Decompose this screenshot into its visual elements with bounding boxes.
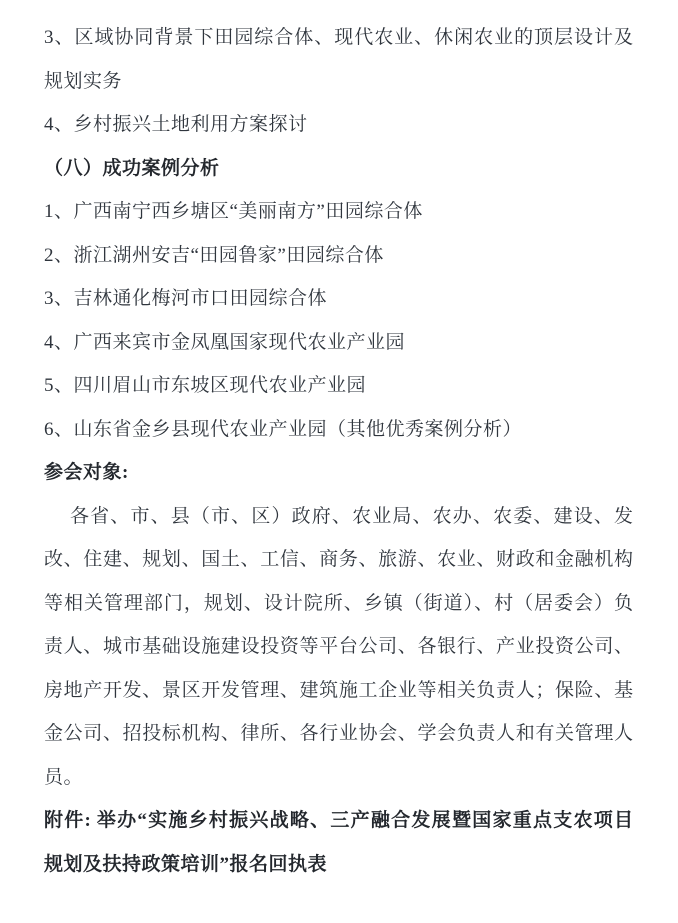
attendees-heading: 参会对象:: [44, 462, 129, 483]
attendees-paragraph-line-7: 员。: [44, 766, 84, 788]
case-item-3: 3、吉林通化梅河市口田园综合体: [44, 288, 328, 309]
agenda-item-3-line1: 3、区域协同背景下田园综合体、现代农业、休闲农业的顶层设计及: [44, 27, 633, 48]
case-item-1: 1、广西南宁西乡塘区“美丽南方”田园综合体: [44, 201, 423, 222]
case-item-4: 4、广西来宾市金凤凰国家现代农业产业园: [44, 331, 406, 353]
agenda-item-4: 4、乡村振兴土地利用方案探讨: [44, 114, 308, 135]
attachment-line-1: 附件: 举办“实施乡村振兴战略、三产融合发展暨国家重点支农项目: [44, 810, 633, 831]
attendees-paragraph-line-6: 金公司、招投标机构、律所、各行业协会、学会负责人和有关管理人: [44, 723, 633, 744]
case-item-6: 6、山东省金乡县现代农业产业园（其他优秀案例分析）: [44, 418, 523, 440]
attendees-paragraph-line-5: 房地产开发、景区开发管理、建筑施工企业等相关负责人；保险、基: [44, 679, 633, 701]
document-content: [44, 16, 633, 886]
attendees-paragraph-line-3: 等相关管理部门，规划、设计院所、乡镇（街道）、村（居委会）负: [44, 592, 633, 614]
attendees-paragraph-line-4: 责人、城市基础设施建设投资等平台公司、各银行、产业投资公司、: [44, 636, 633, 657]
attendees-paragraph-line-2: 改、住建、规划、国土、工信、商务、旅游、农业、财政和金融机构: [44, 549, 633, 570]
attendees-paragraph-line-1: 各省、市、县（市、区）政府、农业局、农办、农委、建设、发: [70, 505, 633, 527]
agenda-item-3-line2: 规划实务: [44, 70, 123, 92]
case-item-2: 2、浙江湖州安吉“田园鲁家”田园综合体: [44, 244, 384, 266]
attachment-line-2: 规划及扶持政策培训”报名回执表: [44, 853, 328, 875]
section-heading-case-analysis: （八）成功案例分析: [44, 157, 220, 179]
case-item-5: 5、四川眉山市东坡区现代农业产业园: [44, 375, 367, 396]
